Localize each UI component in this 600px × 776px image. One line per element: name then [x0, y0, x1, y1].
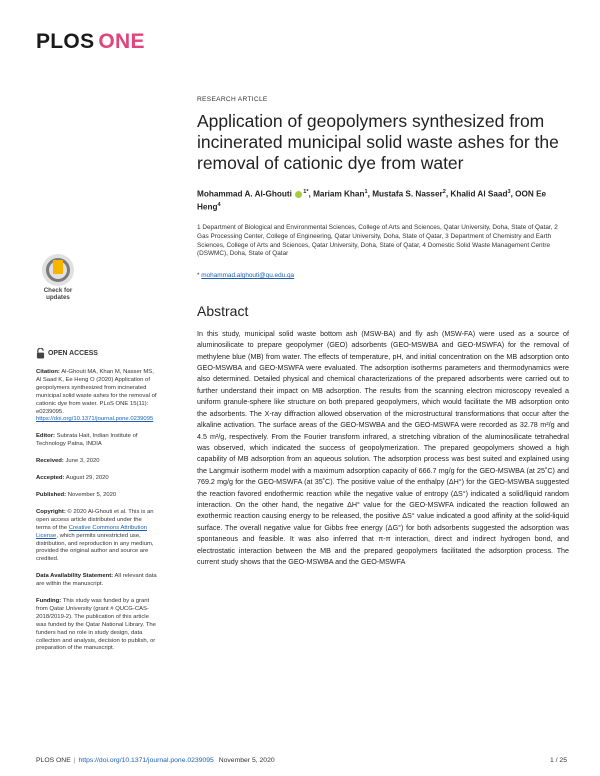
check-updates-label: Check for updates: [43, 287, 73, 302]
citation-doi-link[interactable]: https://doi.org/10.1371/journal.pone.0239095: [36, 416, 154, 423]
article-info-sidebar: [36, 348, 158, 662]
open-access-label: OPEN ACCESS: [48, 349, 98, 357]
funding: Funding: This study was funded by a grant from Qatar University (grant # QUCG-CAS-2018/2019-2). The publication of this article was funded by the Qatar National Library. The funders had no role in study design, data collection and analysis, decision to publish, or preparation of the manuscript.: [36, 598, 156, 652]
journal-logo[interactable]: [36, 30, 145, 54]
author-name[interactable]: Mariam Khan: [313, 189, 365, 199]
editor: Editor: Subrata Hait, Indian Institute of Technology Patna, INDIA: [36, 433, 138, 448]
abstract-text: In this study, municipal solid waste bottom ash (MSW-BA) and fly ash (MSW-FA) were used as a source of aluminosilicate to prepare geopolymer (GEO) adsorbents (GEO-MSWBA and GEO-MSWFA) for the removal of methylene blue (MB) from water. The effects of temperature, pH, and initial concentration on the MB adsorption onto GEO-MSWBA and GEO-MSWFA were evaluated. The adsorption isotherms parameters and thermodynamics were also determined. Detailed physical and chemical characterizations of the prepared adsorbents were carried out to further understand their impact on MB adsorption. The results from the scanning electron microscopy revealed a uniform granule-sphere like structure on both prepared geopolymers, which would facilitate the MB adsorption onto the adsorbents. The X-ray diffraction allowed observation of the microstructural transformations that occur after the alkaline activation. The surface areas of the GEO-MSWBA and the GEO-MSWFA were recorded as 32.78 m²/g and 4.5 m²/g, respectively. From the Fourier transform infrared, a stretching vibration of the aluminosilicate tetrahedral was observed, which indicated the success of geopolymerization. The prepared geopolymers showed a high capability of MB adsorption from an aqueous solution. The adsorption process was best suited and explained using the Langmuir isotherm model with a maximum adsorption capacity of 666.7 mg/g for the GEO-MSWBA (at 25˚C) and 769.2 mg/g for the GEO-MSWFA (at 35˚C). The positive value of the enthalpy (ΔH°) for the GEO-MSWBA suggested the reaction favored endothermic reaction while the negative value of entropy (ΔS°) indicated a solid/liquid random interaction. On the other hand, the negative ΔH° value for the GEO-MSWFA indicated the reaction followed an exothermic reaction causing energy to be released, the positive ΔS° value indicated a good affinity at the solid-liquid surface. The overall negative value for Gibbs free energy (ΔG°) for both adsorbents suggested the adsorption was spontaneous and feasible. It was also inferred that π-π interaction, direct and indirect hydrogen bond, and electrostatic interaction between the MB and the prepared geopolymers facilitated the adsorption process. The current study shows that the GEO-MSWBA and the GEO-MSWFA: [197, 329, 569, 566]
footer-journal: PLOS ONE: [36, 757, 71, 764]
article-title: Application of geopolymers synthesized from incinerated municipal solid waste ashes for the removal of cationic dye from water: [197, 111, 559, 173]
corresponding-mark: *: [306, 189, 309, 195]
main-content: [197, 96, 569, 568]
footer-doi-link[interactable]: https://doi.org/10.1371/journal.pone.0239095: [78, 757, 214, 764]
copyright: Copyright: © 2020 Al-Ghouti et al. This is an open access article distributed under the terms of the Creative Commons Attribution License, which permits unrestricted use, distribution, and reproduction in any medium, provided the original author and source are credited.: [36, 508, 154, 563]
page-number: 1 / 25: [549, 757, 567, 764]
open-access-badge: [36, 348, 158, 359]
license-link[interactable]: Creative Commons Attribution License: [36, 524, 147, 539]
corresponding-email: * mohammad.alghouti@qu.edu.qa: [197, 271, 295, 279]
footer-date: November 5, 2020: [218, 757, 275, 764]
logo-one: ONE: [98, 30, 145, 53]
data-availability: Data Availability Statement: All relevant data are within the manuscript.: [36, 573, 157, 588]
article-type: RESEARCH ARTICLE: [197, 96, 268, 103]
published-date: Published: November 5, 2020: [36, 491, 117, 498]
orcid-icon[interactable]: [295, 191, 302, 198]
author-name[interactable]: Khalid Al Saad: [450, 189, 508, 199]
check-for-updates-badge[interactable]: [36, 254, 80, 314]
author-list: Mohammad A. Al-Ghouti $^{1*}$, Mariam Khan$^1$, Mustafa S. Nasser$^2$, Khalid Al Saad$^3$, OON Ee Heng$^4$: [197, 189, 547, 212]
received-date: Received: June 3, 2020: [36, 458, 100, 465]
page-footer: PLOS ONE | https://doi.org/10.1371/journal.pone.0239095 November 5, 2020 1 / 25: [36, 757, 567, 764]
email-link[interactable]: mohammad.alghouti@qu.edu.qa: [201, 271, 295, 279]
author-name[interactable]: Mohammad A. Al-Ghouti: [197, 189, 292, 199]
affiliations: 1 Department of Biological and Environmental Sciences, College of Arts and Sciences, Qatar University, Doha, State of Qatar, 2 Gas Processing Center, College of Engineering, Qatar University, Doha, State of Qatar, 3 Department of Chemistry and Earth Sciences, College of Arts and Sciences, Qatar University, Doha, State of Qatar, 4 Domestic Solid Waste Management Centre (DSWMC), Doha, State of Qatar: [197, 224, 558, 258]
logo-plos: PLOS: [36, 30, 95, 53]
author-name[interactable]: OON Ee Heng: [197, 189, 547, 212]
citation: Citation: Al-Ghouti MA, Khan M, Nasser MS, Al Saad K, Ee Heng O (2020) Application of geopolymers synthesized from incinerated municipal solid waste ashes for the removal of cationic dye from water. PLoS ONE 15(11): e0239095. https://doi.org/10.1371/journal.pone.0239095: [36, 369, 157, 423]
author-name[interactable]: Mustafa S. Nasser: [372, 189, 443, 199]
abstract-heading: Abstract: [197, 302, 249, 319]
accepted-date: Accepted: August 29, 2020: [36, 475, 109, 482]
open-lock-icon: [36, 348, 45, 359]
